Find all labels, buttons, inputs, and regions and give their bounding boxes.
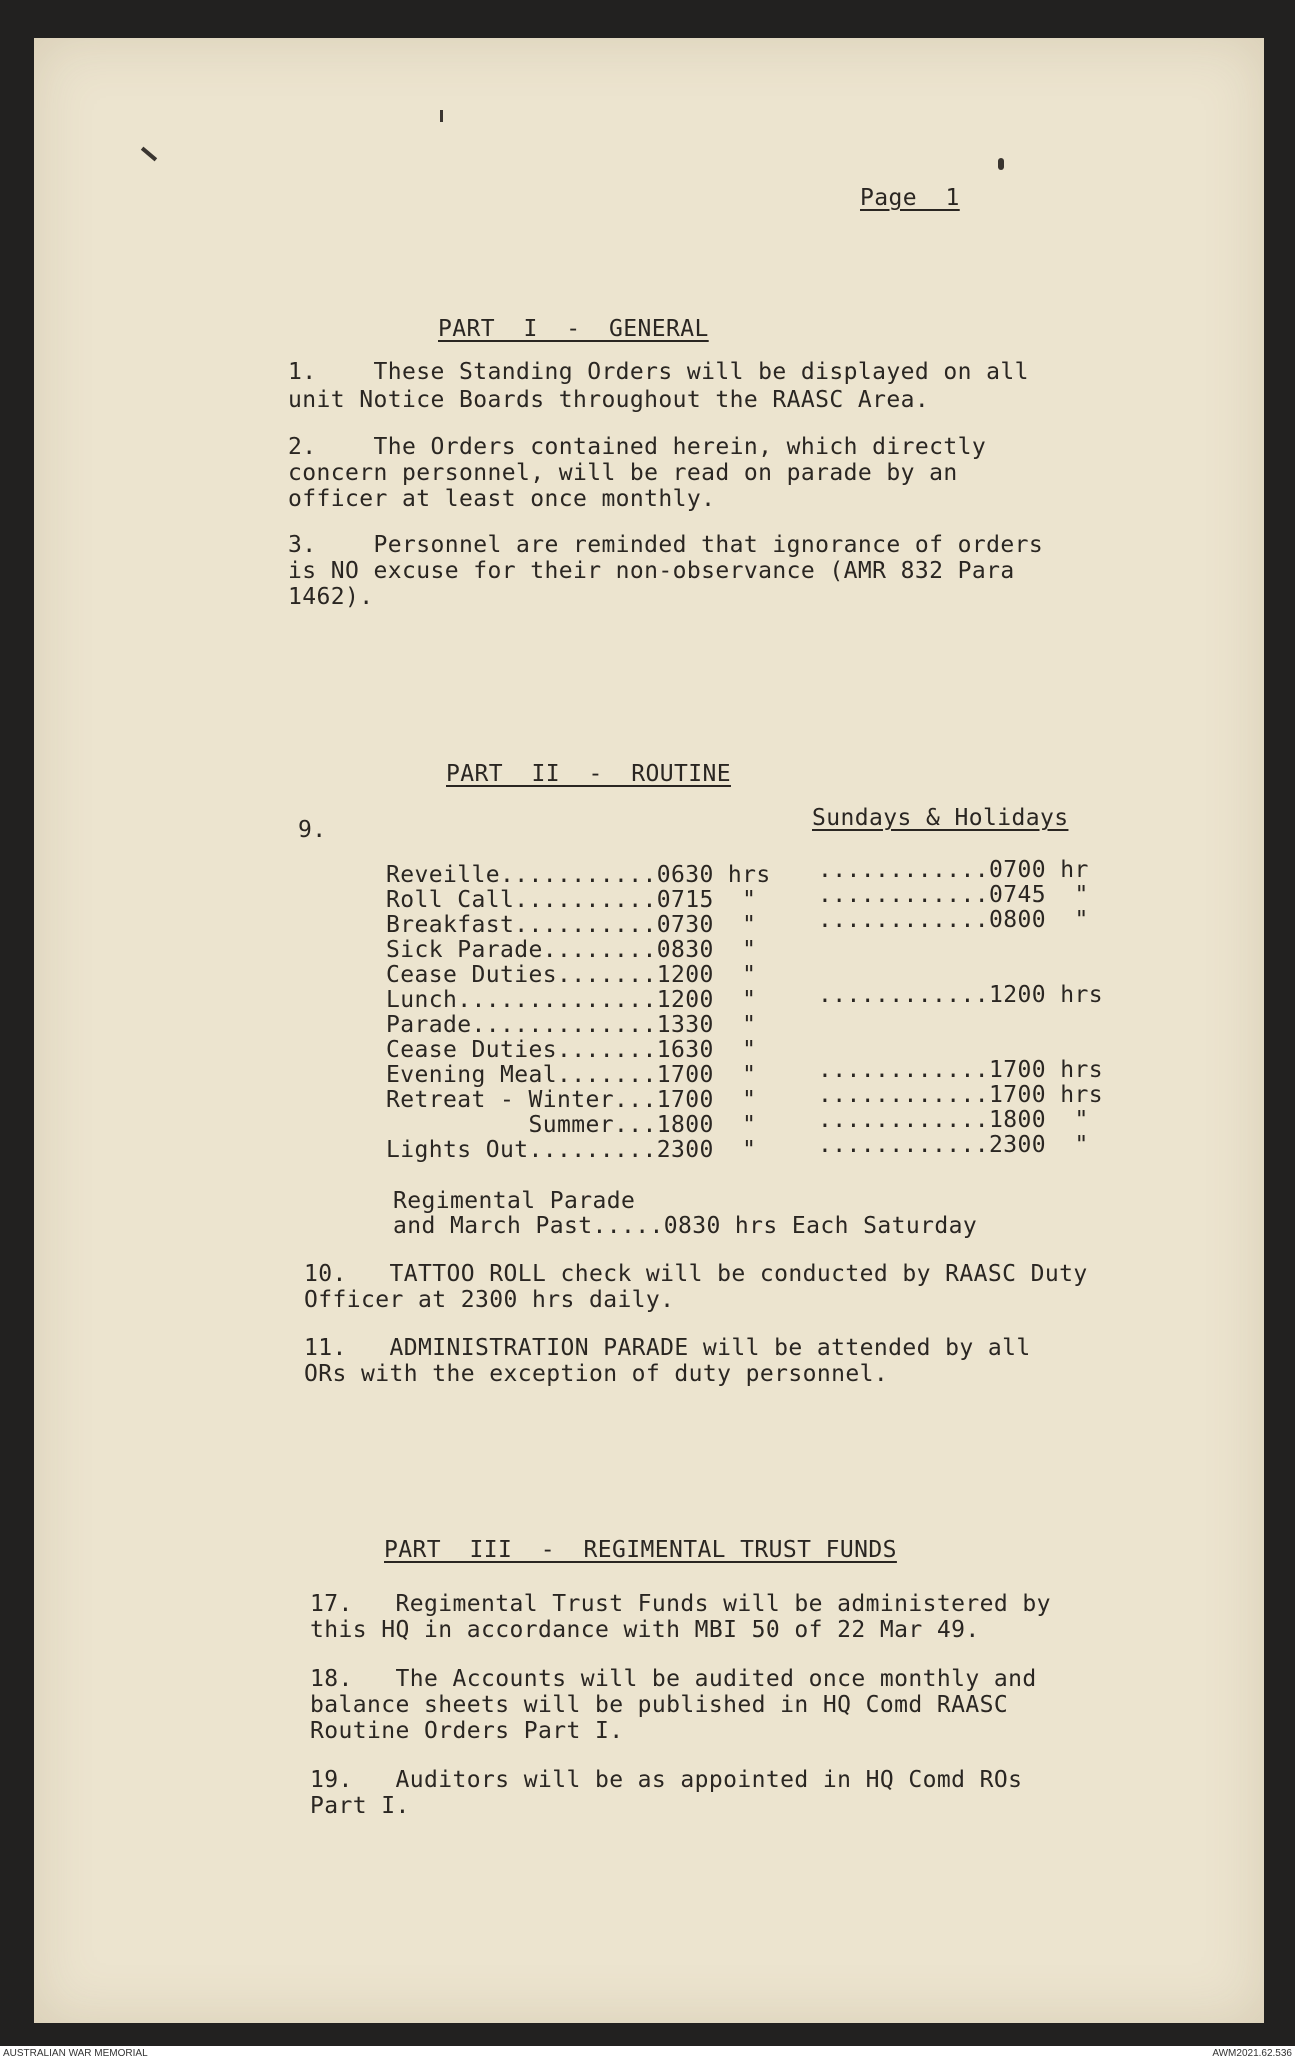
para-2-line: officer at least once monthly. bbox=[288, 486, 716, 512]
archive-footer bbox=[0, 2046, 1295, 2061]
routine-weekday: Summer...1800 " bbox=[386, 1112, 757, 1138]
routine-holiday: ............2300 " bbox=[818, 1132, 1089, 1158]
page-number: Page 1 bbox=[860, 185, 960, 211]
para-11-line: 11. ADMINISTRATION PARADE will be attended by all bbox=[304, 1335, 1031, 1361]
routine-weekday: Evening Meal.......1700 " bbox=[386, 1062, 757, 1088]
para-18-line: balance sheets will be published in HQ Comd RAASC bbox=[310, 1692, 1009, 1718]
routine-holiday: ............1700 hrs bbox=[818, 1082, 1103, 1108]
routine-weekday: Cease Duties.......1200 " bbox=[386, 962, 757, 988]
punch-mark bbox=[998, 158, 1004, 170]
para-9-number: 9. bbox=[298, 817, 327, 843]
regimental-parade-line: and March Past.....0830 hrs Each Saturday bbox=[393, 1213, 978, 1239]
routine-weekday: Cease Duties.......1630 " bbox=[386, 1037, 757, 1063]
routine-holiday: ............0700 hr bbox=[818, 857, 1089, 883]
para-18-line: 18. The Accounts will be audited once monthly and bbox=[310, 1666, 1037, 1692]
routine-weekday: Parade.............1330 " bbox=[386, 1012, 757, 1038]
para-2-line: 2. The Orders contained herein, which directly bbox=[288, 434, 987, 460]
sundays-holidays-heading: Sundays & Holidays bbox=[812, 805, 1069, 831]
part2-heading: PART II - ROUTINE bbox=[446, 761, 731, 787]
footer-institution: AUSTRALIAN WAR MEMORIAL bbox=[3, 2048, 148, 2059]
routine-weekday: Roll Call..........0715 " bbox=[386, 887, 757, 913]
routine-weekday: Sick Parade........0830 " bbox=[386, 937, 757, 963]
regimental-parade-line: Regimental Parade bbox=[393, 1188, 636, 1214]
para-17-line: this HQ in accordance with MBI 50 of 22 Mar 49. bbox=[310, 1617, 980, 1643]
routine-holiday: ............1800 " bbox=[818, 1107, 1089, 1133]
part3-heading: PART III - REGIMENTAL TRUST FUNDS bbox=[384, 1537, 897, 1563]
para-19-line: 19. Auditors will be as appointed in HQ Comd ROs bbox=[310, 1767, 1023, 1793]
para-3-line: is NO excuse for their non-observance (AMR 832 Para bbox=[288, 558, 1015, 584]
routine-weekday: Breakfast..........0730 " bbox=[386, 912, 757, 938]
para-10-line: 10. TATTOO ROLL check will be conducted by RAASC Duty bbox=[304, 1261, 1088, 1287]
routine-holiday: ............0800 " bbox=[818, 907, 1089, 933]
para-10-line: Officer at 2300 hrs daily. bbox=[304, 1287, 675, 1313]
routine-weekday: Lunch..............1200 " bbox=[386, 987, 757, 1013]
para-11-line: ORs with the exception of duty personnel. bbox=[304, 1361, 889, 1387]
para-18-line: Routine Orders Part I. bbox=[310, 1718, 624, 1744]
part1-heading: PART I - GENERAL bbox=[438, 316, 709, 342]
para-2-line: concern personnel, will be read on parade by an bbox=[288, 460, 958, 486]
para-3-line: 3. Personnel are reminded that ignorance of orders bbox=[288, 532, 1044, 558]
routine-holiday: ............0745 " bbox=[818, 882, 1089, 908]
para-1-line: 1. These Standing Orders will be displayed on all bbox=[288, 359, 1029, 385]
routine-weekday: Lights Out.........2300 " bbox=[386, 1137, 757, 1163]
footer-reference: AWM2021.62.536 bbox=[1212, 2048, 1292, 2059]
para-1-line: unit Notice Boards throughout the RAASC Area. bbox=[288, 387, 930, 413]
para-3-line: 1462). bbox=[288, 584, 374, 610]
routine-holiday: ............1200 hrs bbox=[818, 982, 1103, 1008]
para-19-line: Part I. bbox=[310, 1793, 410, 1819]
punch-mark bbox=[440, 110, 443, 122]
para-17-line: 17. Regimental Trust Funds will be administered by bbox=[310, 1591, 1051, 1617]
routine-weekday: Reveille...........0630 hrs bbox=[386, 862, 771, 888]
routine-holiday: ............1700 hrs bbox=[818, 1057, 1103, 1083]
routine-weekday: Retreat - Winter...1700 " bbox=[386, 1087, 757, 1113]
